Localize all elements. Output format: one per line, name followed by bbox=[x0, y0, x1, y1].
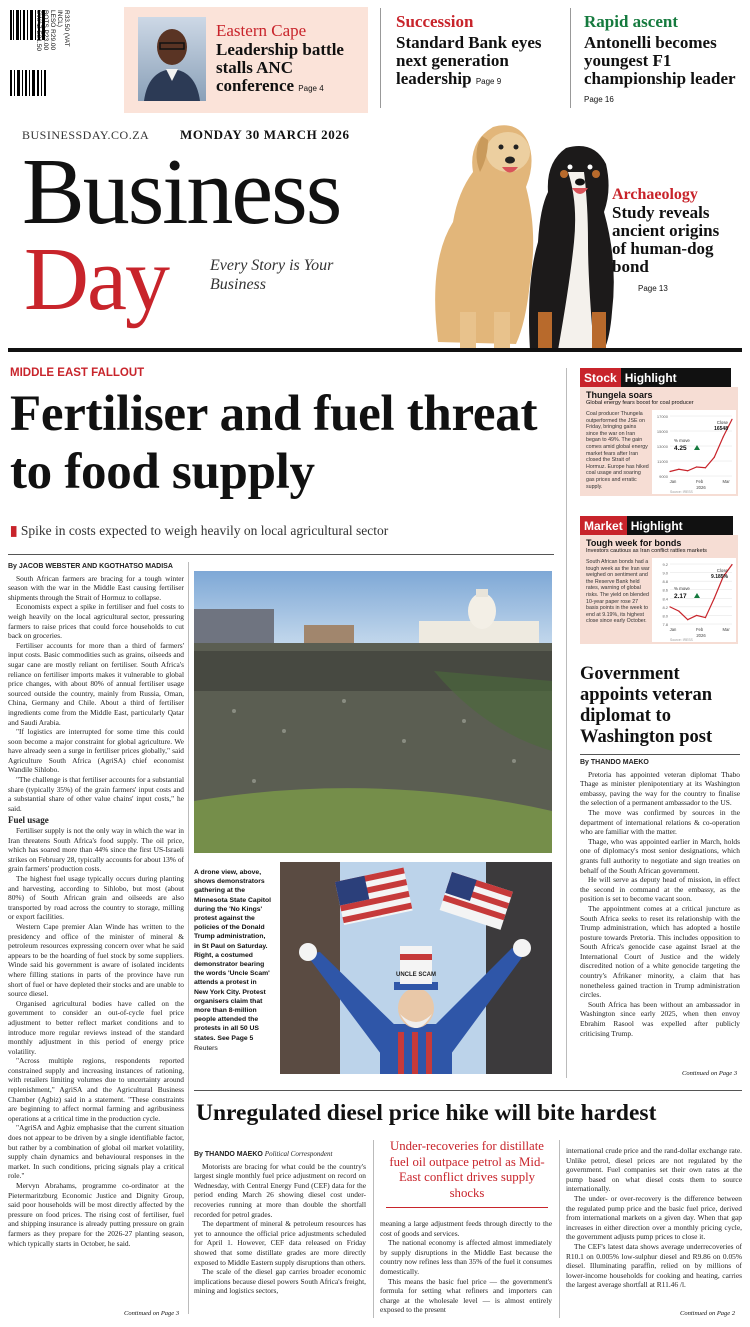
paragraph: South Africa has been without an ambassador in Washington since early 2025, when then envoy Ebrahim Rasool was expelled after publicly criticising Trump. bbox=[580, 999, 740, 1038]
paragraph: "The challenge is that fertiliser accounts for a substantial share (typically 35%) of the grain farmers' input costs and a substantial share of other value chains' input costs," he said. bbox=[8, 775, 184, 813]
data-point bbox=[696, 615, 697, 616]
stock-label: Stock bbox=[580, 368, 621, 387]
lead-standfirst bbox=[10, 523, 388, 539]
teaser-kicker: Rapid ascent bbox=[584, 12, 678, 31]
paragraph: South African farmers are bracing for a tough winter season with the war in the Middle East causing fertiliser shipments through the Strait of Hormuz to collapse. bbox=[8, 573, 184, 602]
standfirst-text: Spike in costs expected to weigh heavily on local agricultural sector bbox=[20, 523, 389, 538]
paragraph: The under- or over-recovery is the difference between the regulated pump price and the basic fuel price, derived from international markets on a given day. When that gap increases in either direction over a monthly pricing cycle, the government adjusts pump prices to close it. bbox=[566, 1193, 742, 1242]
stock-text: Coal producer Thungela outperformed the JSE on Friday, bringing gains since the war on Iran began to 49%. The gain comes amid global energy market fears after Iran closed the Strait of Hormuz. Europe has hiked coal usage and soaring gas prices and erratic supply. bbox=[586, 411, 649, 490]
caption-text: A drone view, above, shows demonstrators gathering at the Minnesota State Capitol during the 'No Kings' protest against the policies of the Donald Trump administration, in St Paul on Saturday. Right, a costumed demonstrator bearing the words 'Uncle Scam' attends a protest in New York City. Protest organisers claim that more than 8-million people attended the protests in all 50 US states. See Page 5 bbox=[194, 869, 272, 1042]
dogs-photo bbox=[398, 112, 630, 352]
move-label: % move bbox=[674, 586, 690, 591]
y-tick-label: 8.8 bbox=[662, 579, 668, 585]
paragraph: This means the basic fuel price — the government's formula for setting what refiners and importers can charge at the wholesale level — is almost entirely exposed to the present bbox=[380, 1276, 552, 1315]
section-label: MIDDLE EAST FALLOUT bbox=[10, 367, 145, 379]
y-tick-label: 9000 bbox=[659, 474, 668, 479]
teaser-title-text: Leadership battle stalls ANC conference bbox=[216, 40, 344, 95]
teaser-page: Page 9 bbox=[475, 77, 502, 86]
data-point bbox=[678, 469, 679, 470]
gov-byline: By THANDO MAEKO bbox=[580, 759, 649, 766]
teaser-kicker: Succession bbox=[396, 12, 474, 31]
close-label: Close bbox=[716, 568, 728, 573]
diesel-pullquote: Under-recoveries for distillate fuel oil outpace petrol as Mid-East conflict drives supply shocks bbox=[389, 1139, 545, 1200]
price-list bbox=[10, 10, 70, 90]
paragraph: The CEF's latest data shows average underrecoveries of R10.1 on 0.005% low-sulphur diesel and R9.86 on 0.05% diesel. Illuminating paraffin, relied on by millions of lower-income households for cooking and heating, carries the largest average shortfall at R11.46 /l. bbox=[566, 1241, 742, 1290]
stock-chart bbox=[652, 410, 736, 494]
teaser-rapid-ascent[interactable] bbox=[584, 12, 744, 109]
market-sub: Investors cautious as Iran conflict rattles markets bbox=[586, 548, 707, 554]
x-tick-label: Jan bbox=[669, 627, 677, 632]
highlight-label: Highlight bbox=[621, 368, 731, 387]
column-divider bbox=[373, 1140, 374, 1318]
teaser-succession[interactable] bbox=[396, 12, 566, 91]
teaser-kicker: Archaeology bbox=[612, 186, 698, 203]
data-point bbox=[687, 470, 688, 471]
chart-source: Source: IRESS bbox=[670, 490, 693, 494]
paragraph: The scale of the diesel gap carries broader economic implications because diesel powers South Africa's freight, mining and logistics sectors, bbox=[194, 1267, 366, 1296]
drone-photo bbox=[194, 571, 552, 853]
lower-rule bbox=[194, 1090, 742, 1091]
market-title: Tough week for bonds bbox=[586, 538, 682, 548]
masthead-day: Day bbox=[24, 230, 168, 329]
y-tick-label: 8.6 bbox=[662, 587, 668, 593]
stock-header bbox=[580, 368, 738, 387]
gov-body bbox=[580, 758, 740, 1068]
stock-sub: Global energy fears boost for coal producer bbox=[586, 400, 694, 406]
highlight-label: Highlight bbox=[627, 516, 733, 535]
standfirst-bullet-icon: ▮ bbox=[10, 523, 21, 538]
stock-title: Thungela soars bbox=[586, 390, 653, 400]
y-tick-label: 17000 bbox=[656, 414, 668, 419]
crowd-capitol-icon bbox=[194, 571, 552, 853]
tagline-text: Every Story is Your Business bbox=[210, 257, 334, 293]
data-point bbox=[669, 606, 670, 607]
masthead-tagline bbox=[210, 256, 340, 294]
paragraph: The national economy is affected almost immediately by supply disruptions in the Middle East because the country now refines less than 35% of the fuel it consumes domestically. bbox=[380, 1238, 552, 1276]
market-chart bbox=[652, 558, 736, 642]
photo-caption bbox=[194, 868, 272, 1053]
x-tick-label: Feb bbox=[695, 627, 704, 632]
y-tick-label: 9.2 bbox=[662, 562, 668, 567]
teaser-divider bbox=[380, 8, 381, 108]
teaser-title-text: Standard Bank eyes next generation leadership bbox=[396, 33, 542, 88]
diesel-col3 bbox=[566, 1146, 742, 1308]
masthead-rule bbox=[8, 348, 742, 352]
teaser-title-text: Antonelli becomes youngest F1 championship leader bbox=[584, 33, 736, 88]
y-tick-label: 15000 bbox=[656, 429, 668, 434]
y-tick-label: 11000 bbox=[657, 459, 668, 464]
diesel-col2 bbox=[380, 1219, 552, 1319]
person-portrait-icon bbox=[138, 17, 206, 101]
teaser-divider bbox=[570, 8, 571, 108]
paragraph: The appointment comes at a critical juncture as South Africa seeks to reset its relationship with the Trump administration, which has adopted a hostile posture towards Pretoria. This includes opposition to South Africa's genocide case against Israel at the International Court of Justice and the widely discredited notion of a white genocide targeting the country's Afrikaner minority, a claim that has nonetheless gained traction in Trump administration circles. bbox=[580, 903, 740, 1000]
diesel-byline bbox=[194, 1150, 366, 1160]
paragraph: The department of mineral & petroleum resources has yet to announce the official price adjustments scheduled for April 1. However, CEF data released on Friday showed that some distillate grades are more directly exposed to Middle Eastern supply disruptions than others. bbox=[194, 1219, 366, 1267]
gov-continued[interactable]: Continued on Page 3 bbox=[682, 1070, 738, 1077]
market-header bbox=[580, 516, 738, 535]
site-url-text: BUSINESSDAY.CO.ZA bbox=[22, 128, 150, 142]
issue-date: MONDAY 30 MARCH 2026 bbox=[180, 127, 350, 142]
data-point bbox=[705, 467, 706, 468]
paragraph: He will serve as deputy head of mission, in effect the second in command at the embassy, as the position is set to become vacant soon. bbox=[580, 875, 740, 904]
paragraph: Western Cape premier Alan Winde has written to the presidency and office of the minister of mineral & petroleum resources expressing concern over what he said appears to be the hoarding of fuel stock by some suppliers. Winde said his government is aware of isolated incidents where filling stations in parts of the province have run short of fuel or have depleted their stocks and are unable to source diesel. bbox=[8, 921, 184, 999]
teaser-eastern-cape[interactable] bbox=[124, 7, 368, 113]
gov-rule bbox=[580, 754, 740, 755]
market-label: Market bbox=[580, 516, 627, 535]
paragraph: Organised agricultural bodies have called on the government to consider an out-of-cycle fuel price adjustment to better reflect market conditions and to introduce more regular reviews instead of the standard monthly adjustment in this period of energy price volatility. bbox=[8, 998, 184, 1056]
uncle-scam-icon bbox=[280, 862, 552, 1074]
data-point bbox=[714, 598, 715, 599]
close-label: Close bbox=[716, 420, 728, 425]
move-value: 2.17 bbox=[674, 593, 687, 600]
teaser-title bbox=[216, 41, 366, 98]
y-tick-label: 9.0 bbox=[662, 570, 668, 576]
market-text: South African bonds had a tough week as the Iran war weighed on sentiment and the Reserve Bank held rates, warning of global risks. The yield on blended 10-year paper rose 27 basis points in the week to end at 9.19%, its highest close since early October. bbox=[586, 559, 650, 625]
chart-source: Source: IRESS bbox=[670, 638, 693, 642]
x-tick-label: Jan bbox=[669, 479, 677, 484]
diesel-headline: Unregulated diesel price hike will bite hardest bbox=[196, 1100, 657, 1126]
teaser-page: Page 16 bbox=[584, 95, 614, 104]
paragraph: Motorists are bracing for what could be the country's largest single monthly fuel price adjustment on record on Wednesday, with Central Energy Fund (CEF) data for the period ending March 26 showing diesel cost under-recoveries running at more than double the shortfall recorded for petrol grades. bbox=[194, 1161, 366, 1219]
data-point bbox=[696, 466, 697, 467]
paragraph: Mervyn Abrahams, programme co-ordinator at the Pietermaritzburg Economic Justice and Dignity Group, said poor households will be most directly affected by the pressure on food prices. The rising cost of fertiliser, fuel and shipping insurance is already putting pressure on grain farmers as they prepare for the 2026-27 planting season, which typically starts in October, he said. bbox=[8, 1181, 184, 1248]
lead-rule bbox=[8, 554, 554, 555]
market-highlight bbox=[580, 516, 738, 644]
x-tick-label: Mar bbox=[722, 627, 730, 632]
teaser-title: Study reveals ancient origins of human-dog bond bbox=[612, 203, 720, 276]
close-value: 9.185% bbox=[711, 574, 728, 580]
paragraph: Thage, who was appointed earlier in March, holds one of diplomacy's most senior designations, which grants full authority to negotiate and sign treaties on behalf of the South African government. bbox=[580, 836, 740, 875]
paragraph: The highest fuel usage typically occurs during planting and harvesting, according to Sihlobo, but most (about 80%) of South African grain and oilseeds are also transported by road across the country to storage, milling or export facilities. bbox=[8, 874, 184, 922]
masthead-business: Business bbox=[22, 140, 341, 244]
data-point bbox=[714, 457, 715, 458]
paragraph: international crude price and the rand-dollar exchange rate. Unlike petrol, diesel prices are not regulated by the government. Fuel companies set their own rates at the pump based on what diesel costs them to source internationally. bbox=[566, 1146, 742, 1194]
y-tick-label: 7.8 bbox=[662, 622, 668, 627]
data-point bbox=[669, 471, 670, 472]
column-divider bbox=[559, 1140, 560, 1318]
paragraph: Economists expect a spike in fertiliser and fuel costs to weigh heavily on the local agricultural sector, pressuring farmers to raise prices that could force households to cut back on groceries. bbox=[8, 602, 184, 641]
teaser-page: Page 4 bbox=[298, 84, 324, 93]
data-point bbox=[705, 617, 706, 618]
caption-credit: Reuters bbox=[194, 1044, 218, 1052]
data-point bbox=[678, 611, 679, 612]
move-value: 4.25 bbox=[674, 445, 687, 452]
hat-text: UNCLE SCAM bbox=[396, 972, 436, 978]
price-line: SWAZ E31.50 bbox=[35, 10, 42, 51]
y-tick-label: 8.2 bbox=[662, 604, 668, 610]
price-line: LESO R29.00 bbox=[49, 10, 56, 51]
paragraph: Fertiliser accounts for more than a third of farmers' input costs. Basic commodities such as grains, oilseeds and sugar cane are mostly reliant on fertiliser. South Africa's reliance on fertiliser imports makes it vulnerable to global price changes, with about 80% of annual fertiliser usage sourced outside the country, mainly from Russia, Oman, China, Germany and Chile. About a third of fertiliser ingredients come from the Middle East, particularly Qatar and Saudi Arabia. bbox=[8, 640, 184, 727]
teaser-title bbox=[584, 34, 744, 109]
paragraph: The move was confirmed by sources in the department of international relations & co-operation who are familiar with the matter. bbox=[580, 807, 740, 837]
paragraph: meaning a large adjustment feeds through directly to the cost of goods and services. bbox=[380, 1219, 552, 1238]
teaser-title bbox=[396, 34, 566, 91]
teaser-kicker: Eastern Cape bbox=[216, 21, 307, 40]
data-point bbox=[731, 564, 732, 565]
price-line: INCL) bbox=[56, 10, 63, 27]
dogs-photo-icon bbox=[398, 112, 630, 352]
data-point bbox=[687, 619, 688, 620]
diesel-col1 bbox=[194, 1150, 366, 1318]
price-line: BOTS P23.00 bbox=[42, 10, 49, 51]
x-year-label: 2026 bbox=[696, 485, 706, 490]
lead-headline: Fertiliser and fuel threat to food supply bbox=[10, 386, 538, 500]
lead-continued[interactable]: Continued on Page 3 bbox=[124, 1310, 180, 1317]
column-divider bbox=[566, 368, 567, 1078]
y-tick-label: 13000 bbox=[656, 444, 668, 449]
pullquote-rule bbox=[386, 1207, 548, 1208]
diesel-byline-name: By THANDO MAEKO bbox=[194, 1151, 263, 1158]
paragraph: "AgriSA and Agbiz emphasise that the current situation does not appear to be driven by a single identifiable factor, but rather by a combination of global oil market volatility, supply chain dynamics and behavioural responses in the market. In such conditions, pricing signals play a critical role." bbox=[8, 1123, 184, 1181]
price-line: R33.50 (VAT bbox=[63, 10, 70, 47]
x-tick-label: Feb bbox=[695, 479, 704, 484]
x-tick-label: Mar bbox=[722, 479, 730, 484]
data-point bbox=[731, 419, 732, 420]
teaser-page: Page 13 bbox=[638, 284, 668, 293]
diesel-continued[interactable]: Continued on Page 2 bbox=[680, 1310, 736, 1317]
close-value: 16548 bbox=[714, 426, 728, 432]
paragraph: "Across multiple regions, respondents reported constrained supply and increasing instances of rationing, with retailers limiting volumes due to uncertainty around replenishment," AgriSA and the Agricultural Business Chamber (Agbiz) said in a statement. "These constraints are beginning to affect normal farming and agribusiness operations at a critical time in the production cycle. bbox=[8, 1056, 184, 1123]
data-point bbox=[723, 436, 724, 437]
lead-body bbox=[8, 562, 184, 1314]
move-label: % move bbox=[674, 438, 690, 443]
x-year-label: 2026 bbox=[696, 633, 706, 638]
gov-headline: Government appoints veteran diplomat to Washington post bbox=[580, 664, 713, 747]
subhead: Fuel usage bbox=[8, 815, 49, 826]
diesel-byline-role: Political Correspondent bbox=[264, 1150, 333, 1158]
archaeology-teaser[interactable] bbox=[612, 186, 742, 293]
lead-byline: By JACOB WEBSTER AND KGOTHATSO MADISA bbox=[8, 563, 173, 570]
paragraph: "If logistics are interrupted for some time this could soon become a major constraint for global agriculture. We have already seen a surge in fertiliser prices globally," said Agriculture South Africa (AgriSA) chief economist Wandile Sihlobo. bbox=[8, 727, 184, 775]
protest-photo bbox=[280, 862, 552, 1074]
column-divider bbox=[188, 562, 189, 1314]
teaser-photo bbox=[138, 17, 206, 101]
stock-highlight bbox=[580, 368, 738, 496]
paragraph: Pretoria has appointed veteran diplomat Thabo Thage as minister plenipotentiary at its Washington embassy, paving the way for the country to finalise the selection of a permanent ambassador to the US. bbox=[580, 769, 740, 808]
y-tick-label: 8.0 bbox=[662, 613, 668, 619]
paragraph: Fertiliser supply is not the only way in which the war in Iran threatens South Africa's food supply. The oil price, which has soared more than 44% since the first US-Israeli strikes on February 28, typically accounts for about 13% of grain farmers' production costs. bbox=[8, 826, 184, 874]
y-tick-label: 8.4 bbox=[662, 596, 668, 602]
